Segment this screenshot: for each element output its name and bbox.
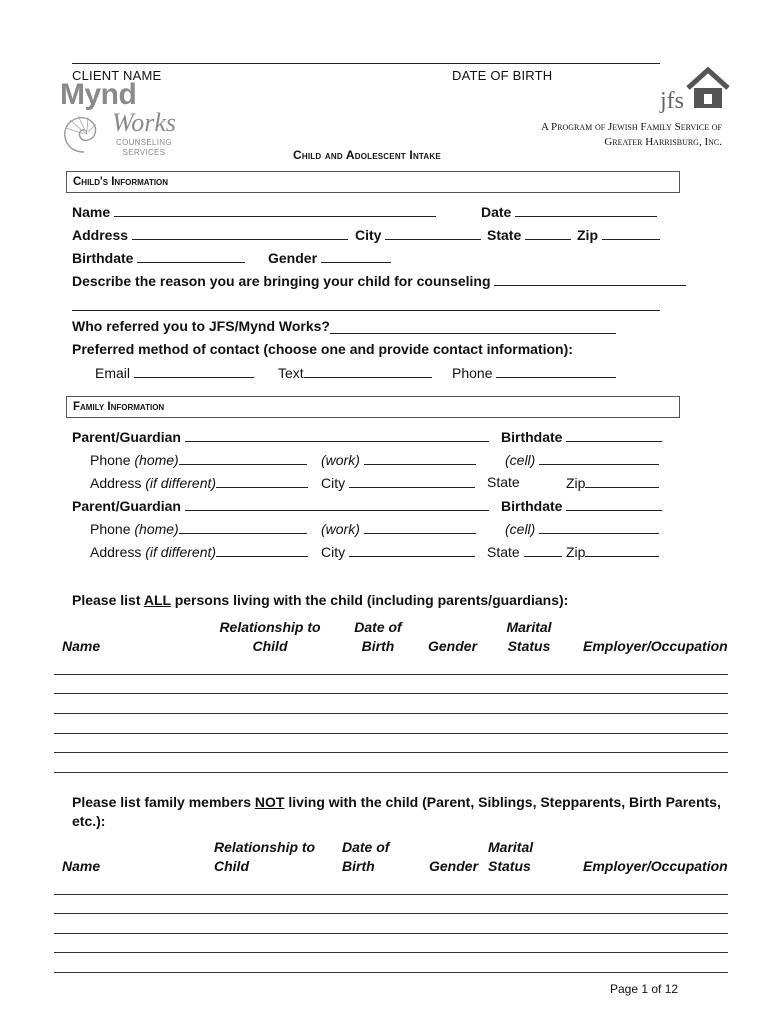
child-date-input[interactable] [515, 203, 657, 217]
childs-information-header: Child's Information [66, 171, 680, 193]
parent1-city-input[interactable] [349, 474, 475, 488]
child-gender-field[interactable] [268, 249, 391, 266]
parent2-phone-home-input[interactable] [179, 520, 307, 534]
table-row[interactable] [54, 674, 728, 675]
col2-name-header: Name [62, 858, 101, 874]
parent1-label: Parent/Guardian [72, 429, 181, 445]
col-relationship-header [214, 618, 326, 656]
child-city-field[interactable] [355, 226, 481, 243]
client-name-label: CLIENT NAME [72, 68, 162, 83]
house-logo-icon [684, 66, 732, 114]
table-row[interactable] [54, 693, 728, 694]
referred-label: Who referred you to JFS/Mynd Works? [72, 318, 330, 334]
parent1-address-field[interactable] [90, 474, 308, 491]
parent2-birthdate-input[interactable] [566, 497, 662, 511]
parent1-city-field[interactable] [321, 474, 475, 491]
col-dob-line1: Date of [354, 619, 402, 635]
child-zip-input[interactable] [602, 226, 660, 240]
col-marital-line2: Status [507, 638, 551, 654]
parent2-zip-input[interactable] [585, 543, 659, 557]
col2-employer-header: Employer/Occupation [583, 858, 728, 874]
parent2-state-label: State [487, 544, 520, 560]
parent2-phone-cell-input[interactable] [539, 520, 659, 534]
living-with-prompt-emph: ALL [143, 592, 171, 608]
logo-subtitle [116, 138, 172, 158]
not-living-prompt [72, 793, 721, 831]
not-living-prompt-line2: etc.): [72, 813, 106, 829]
reason-label: Describe the reason you are bringing your child for counseling [72, 273, 491, 289]
parent2-city-input[interactable] [349, 543, 475, 557]
child-city-label: City [355, 227, 382, 243]
parent1-city-label: City [321, 475, 346, 491]
col-dob-line2: Birth [361, 638, 395, 654]
parent2-cell-label: (cell) [505, 521, 536, 537]
col-relationship-line1: Relationship to [219, 619, 321, 635]
col2-relationship-line2: Child [214, 858, 249, 874]
date-of-birth-label: DATE OF BIRTH [452, 68, 553, 83]
parent2-phone-home-field[interactable] [90, 520, 307, 537]
child-address-label: Address [72, 227, 129, 243]
parent2-phone-cell-field[interactable] [505, 520, 659, 537]
child-birthdate-label: Birthdate [72, 250, 134, 266]
contact-text-input[interactable] [304, 364, 432, 378]
table-row[interactable] [54, 752, 728, 753]
parent1-zip-label: Zip [566, 475, 586, 491]
contact-email-field[interactable] [95, 364, 254, 381]
parent1-name-field[interactable] [72, 428, 489, 445]
parent2-birthdate-field[interactable] [501, 497, 662, 514]
form-title: Child and Adolescent Intake [293, 148, 441, 162]
table-row[interactable] [54, 894, 728, 895]
parent2-zip-field[interactable] [566, 543, 659, 560]
table-row[interactable] [54, 952, 728, 953]
parent2-phone-label: Phone [90, 521, 131, 537]
parent1-birthdate-field[interactable] [501, 428, 662, 445]
col2-dob-line1: Date of [342, 839, 390, 855]
jfs-logo-text: jfs [660, 88, 684, 114]
child-address-input[interactable] [132, 226, 348, 240]
parent1-home-label: (home) [134, 452, 179, 468]
col2-marital-line2: Status [488, 858, 531, 874]
child-name-label: Name [72, 204, 111, 220]
parent2-label: Parent/Guardian [72, 498, 181, 514]
parent1-phone-cell-input[interactable] [539, 451, 659, 465]
parent2-name-field[interactable] [72, 497, 489, 514]
contact-method-label: Preferred method of contact (choose one and provide contact information): [72, 341, 573, 357]
col-name-header: Name [62, 638, 101, 654]
parent2-name-input[interactable] [185, 497, 489, 511]
parent1-zip-field[interactable] [566, 474, 659, 491]
child-city-input[interactable] [385, 226, 481, 240]
parent2-address-label: Address [90, 544, 142, 560]
parent1-birthdate-label: Birthdate [501, 429, 563, 445]
col2-dob-line2: Birth [342, 858, 375, 874]
table-row[interactable] [54, 972, 728, 973]
col2-relationship-header [214, 838, 315, 876]
col2-marital-header [488, 838, 533, 876]
referred-field[interactable] [72, 318, 330, 334]
parent2-birthdate-label: Birthdate [501, 498, 563, 514]
logo-works-text: Works [112, 108, 177, 137]
table-row[interactable] [54, 713, 728, 714]
parent2-city-label: City [321, 544, 346, 560]
contact-email-input[interactable] [134, 364, 254, 378]
reason-field[interactable] [72, 272, 686, 289]
col-relationship-line2: Child [252, 638, 288, 654]
parent2-state-input[interactable] [524, 543, 562, 557]
living-with-prompt [72, 592, 568, 608]
parent1-address-input[interactable] [216, 474, 308, 488]
col2-gender-header: Gender [429, 858, 479, 874]
col-marital-line1: Marital [506, 619, 552, 635]
child-state-field[interactable] [487, 226, 571, 243]
child-gender-label: Gender [268, 250, 318, 266]
contact-phone-input[interactable] [496, 364, 616, 378]
parent1-cell-label: (cell) [505, 452, 536, 468]
parent1-phone-home-input[interactable] [179, 451, 307, 465]
referred-input[interactable] [330, 333, 616, 334]
child-date-field[interactable] [481, 203, 657, 220]
parent1-birthdate-input[interactable] [566, 428, 662, 442]
col-employer-header: Employer/Occupation [583, 638, 728, 654]
child-birthdate-field[interactable] [72, 249, 245, 266]
parent1-state-label: State [487, 474, 520, 490]
parent1-phone-work-field[interactable] [321, 451, 476, 468]
parent2-address-field[interactable] [90, 543, 308, 560]
col2-relationship-line1: Relationship to [214, 839, 316, 855]
contact-text-label: Text [278, 365, 304, 381]
col2-dob-header [342, 838, 389, 876]
program-text [500, 120, 722, 150]
parent1-phone-cell-field[interactable] [505, 451, 659, 468]
col-gender-header: Gender [428, 638, 478, 654]
parent1-phone-home-field[interactable] [90, 451, 307, 468]
page-number: Page 1 of 12 [610, 982, 679, 996]
table-row[interactable] [54, 933, 728, 934]
contact-phone-field[interactable] [452, 364, 616, 381]
program-line2: Greater Harrisburg, Inc. [604, 136, 722, 148]
living-with-prompt-before: Please list [72, 592, 144, 608]
parent2-if-different-label: (if different) [145, 544, 217, 560]
child-date-label: Date [481, 204, 512, 220]
not-living-prompt-before: Please list family members [72, 794, 255, 810]
contact-phone-label: Phone [452, 365, 493, 381]
logo-mynd-text: Mynd [60, 78, 137, 111]
parent1-work-label: (work) [321, 452, 360, 468]
parent2-home-label: (home) [134, 521, 179, 537]
child-name-input[interactable] [114, 203, 436, 217]
col2-marital-line1: Marital [488, 839, 534, 855]
child-zip-label: Zip [577, 227, 598, 243]
child-gender-input[interactable] [321, 249, 391, 263]
table-row[interactable] [54, 913, 728, 914]
contact-email-label: Email [95, 365, 131, 381]
parent1-zip-input[interactable] [585, 474, 659, 488]
parent2-state-field[interactable] [487, 543, 562, 560]
parent1-name-input[interactable] [185, 428, 489, 442]
child-state-label: State [487, 227, 522, 243]
parent2-work-label: (work) [321, 521, 360, 537]
living-with-prompt-after: persons living with the child (including parents/guardians): [170, 592, 569, 608]
not-living-prompt-emph: NOT [254, 794, 285, 810]
not-living-prompt-after: living with the child (Parent, Siblings, Stepparents, Birth Parents, [284, 794, 721, 810]
child-name-field[interactable] [72, 203, 436, 220]
program-line1: A Program of Jewish Family Service of [540, 121, 722, 133]
client-name-line [72, 63, 660, 64]
logo-sub-line1: COUNSELING [116, 138, 172, 147]
reason-continuation-line[interactable] [72, 310, 660, 311]
logo-sub-line2: SERVICES [122, 148, 166, 157]
child-state-input[interactable] [525, 226, 571, 240]
contact-text-field[interactable] [278, 364, 432, 381]
table-row[interactable] [54, 772, 728, 773]
child-birthdate-input[interactable] [137, 249, 245, 263]
table-row[interactable] [54, 733, 728, 734]
reason-input[interactable] [494, 272, 686, 286]
parent2-phone-work-input[interactable] [364, 520, 476, 534]
parent2-zip-label: Zip [566, 544, 586, 560]
parent2-city-field[interactable] [321, 543, 475, 560]
family-information-header: Family Information [66, 396, 680, 418]
parent2-address-input[interactable] [216, 543, 308, 557]
child-zip-field[interactable] [577, 226, 660, 243]
nautilus-shell-icon [58, 106, 110, 158]
parent2-phone-work-field[interactable] [321, 520, 476, 537]
parent1-if-different-label: (if different) [145, 475, 217, 491]
parent1-phone-label: Phone [90, 452, 131, 468]
parent1-phone-work-input[interactable] [364, 451, 476, 465]
child-address-field[interactable] [72, 226, 348, 243]
parent1-address-label: Address [90, 475, 142, 491]
col-marital-header [498, 618, 560, 656]
col-dob-header [344, 618, 412, 656]
